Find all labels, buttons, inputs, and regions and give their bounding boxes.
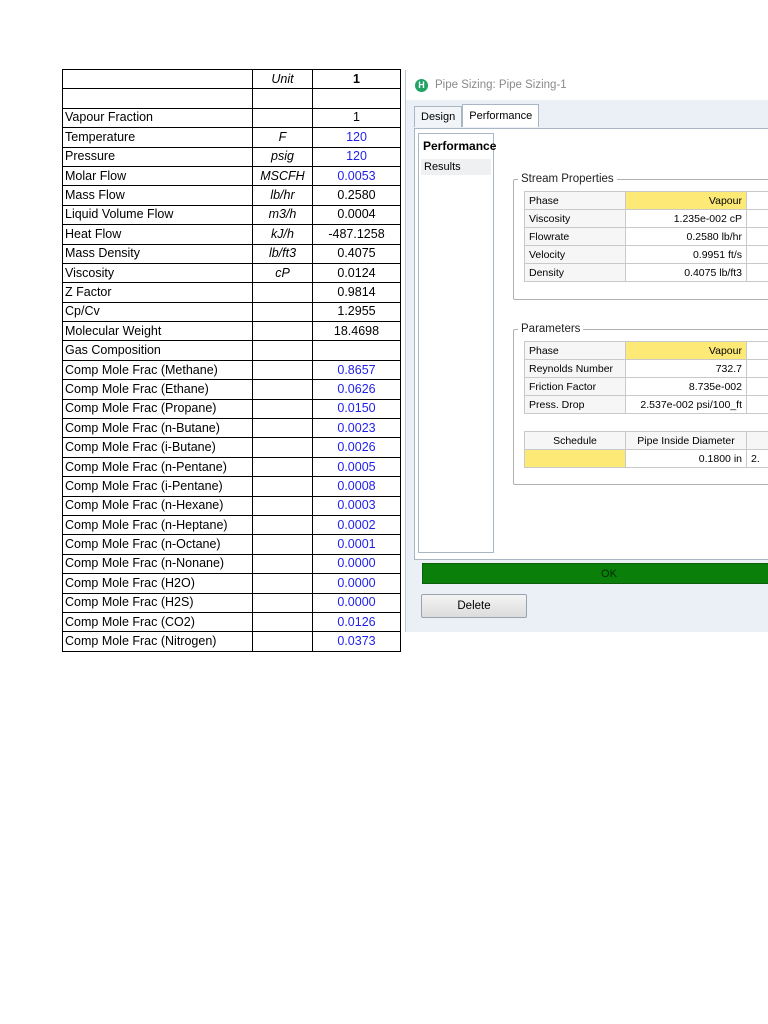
- grid-extra-cell: [747, 192, 768, 210]
- table-row: [63, 128, 401, 147]
- row-value-cell: 0.0023: [313, 419, 401, 438]
- row-value-cell: 0.0004: [313, 205, 401, 224]
- row-name-cell: Comp Mole Frac (Ethane): [63, 380, 253, 399]
- row-unit-cell: [253, 574, 313, 593]
- parameters-legend: Parameters: [521, 323, 581, 335]
- row-value-cell: 0.0124: [313, 263, 401, 282]
- row-value-cell: 1: [313, 108, 401, 127]
- row-unit-cell: [253, 419, 313, 438]
- row-value-cell: 120: [313, 147, 401, 166]
- grid-label: Press. Drop: [525, 396, 626, 414]
- stream-properties-legend: Stream Properties: [521, 173, 614, 185]
- row-unit-cell: [253, 399, 313, 418]
- parameters-body: [525, 342, 768, 414]
- row-value-cell: 0.0008: [313, 477, 401, 496]
- row-name-cell: Comp Mole Frac (H2S): [63, 593, 253, 612]
- row-name-cell: Pressure: [63, 147, 253, 166]
- sheet-body: [63, 70, 401, 652]
- table-row: [63, 147, 401, 166]
- grid-value: 0.9951 ft/s: [626, 246, 747, 264]
- header-unit-cell: Unit: [253, 70, 313, 89]
- table-row: [63, 380, 401, 399]
- row-unit-cell: [253, 380, 313, 399]
- row-value-cell: 0.0373: [313, 632, 401, 651]
- table-row: [63, 554, 401, 573]
- row-name-cell: Comp Mole Frac (H2O): [63, 574, 253, 593]
- table-row: [63, 438, 401, 457]
- table-row: [63, 632, 401, 651]
- row-unit-cell: [253, 477, 313, 496]
- row-value-cell: 0.0026: [313, 438, 401, 457]
- schedule-header: Schedule: [525, 432, 626, 450]
- row-unit-cell: [253, 108, 313, 127]
- row-value-cell: 0.0003: [313, 496, 401, 515]
- extra-header: [747, 432, 768, 450]
- schedule-input[interactable]: [525, 450, 626, 468]
- grid-value: 8.735e-002: [626, 378, 747, 396]
- row-value-cell: 0.0000: [313, 554, 401, 573]
- window-title: Pipe Sizing: Pipe Sizing-1: [435, 79, 567, 91]
- grid-value: 732.7: [626, 360, 747, 378]
- row-name-cell: Comp Mole Frac (i-Pentane): [63, 477, 253, 496]
- row-unit-cell: kJ/h: [253, 225, 313, 244]
- table-row: [63, 535, 401, 554]
- tab-bar: [414, 106, 539, 128]
- grid-extra-cell: [747, 378, 768, 396]
- row-value-cell: 0.0150: [313, 399, 401, 418]
- stream-data-table: [62, 69, 401, 652]
- grid-label: Velocity: [525, 246, 626, 264]
- row-unit-cell: [253, 593, 313, 612]
- row-unit-cell: [253, 515, 313, 534]
- table-row: [63, 283, 401, 302]
- tab-content: [414, 128, 768, 560]
- table-row: [63, 574, 401, 593]
- row-unit-cell: F: [253, 128, 313, 147]
- row-value-cell: [313, 341, 401, 360]
- row-unit-cell: [253, 632, 313, 651]
- row-unit-cell: [253, 360, 313, 379]
- row-value-cell: 0.0001: [313, 535, 401, 554]
- tab-performance[interactable]: Performance: [462, 104, 539, 127]
- stream-properties-group: [513, 173, 768, 300]
- blank-name-cell: [63, 89, 253, 108]
- row-name-cell: Comp Mole Frac (Methane): [63, 360, 253, 379]
- schedule-value-row: [525, 450, 768, 468]
- table-row: [63, 225, 401, 244]
- schedule-table: [524, 431, 768, 468]
- hysys-app-icon: H: [415, 79, 428, 92]
- row-name-cell: Mass Density: [63, 244, 253, 263]
- grid-extra-cell: [747, 264, 768, 282]
- row-unit-cell: [253, 283, 313, 302]
- row-value-cell: 0.4075: [313, 244, 401, 263]
- table-row: [63, 244, 401, 263]
- grid-row: [525, 210, 768, 228]
- table-row: [63, 186, 401, 205]
- row-unit-cell: MSCFH: [253, 166, 313, 185]
- schedule-header-row: [525, 432, 768, 450]
- row-name-cell: Molecular Weight: [63, 322, 253, 341]
- row-value-cell: 0.0000: [313, 574, 401, 593]
- row-name-cell: Viscosity: [63, 263, 253, 282]
- row-value-cell: 0.8657: [313, 360, 401, 379]
- diameter-header: Pipe Inside Diameter: [626, 432, 747, 450]
- row-name-cell: Comp Mole Frac (Nitrogen): [63, 632, 253, 651]
- row-value-cell: -487.1258: [313, 225, 401, 244]
- table-row: [63, 205, 401, 224]
- parameters-group: [513, 323, 768, 485]
- blank-unit-cell: [253, 89, 313, 108]
- table-row: [63, 515, 401, 534]
- row-name-cell: Vapour Fraction: [63, 108, 253, 127]
- stream-properties-table: [524, 191, 768, 282]
- row-unit-cell: [253, 457, 313, 476]
- extra-value: 2.: [747, 450, 768, 468]
- status-bar: OK: [422, 563, 768, 584]
- row-name-cell: Gas Composition: [63, 341, 253, 360]
- row-value-cell: 0.0005: [313, 457, 401, 476]
- grid-value: 1.235e-002 cP: [626, 210, 747, 228]
- row-unit-cell: lb/ft3: [253, 244, 313, 263]
- stream-properties-body: [525, 192, 768, 282]
- row-name-cell: Mass Flow: [63, 186, 253, 205]
- row-value-cell: 0.0626: [313, 380, 401, 399]
- grid-row: [525, 342, 768, 360]
- table-row: [63, 108, 401, 127]
- row-value-cell: 18.4698: [313, 322, 401, 341]
- header-value-cell: 1: [313, 70, 401, 89]
- grid-extra-cell: [747, 396, 768, 414]
- grid-row: [525, 192, 768, 210]
- row-name-cell: Comp Mole Frac (n-Octane): [63, 535, 253, 554]
- row-name-cell: Z Factor: [63, 283, 253, 302]
- grid-row: [525, 246, 768, 264]
- grid-label: Flowrate: [525, 228, 626, 246]
- row-name-cell: Liquid Volume Flow: [63, 205, 253, 224]
- row-value-cell: 1.2955: [313, 302, 401, 321]
- row-name-cell: Comp Mole Frac (n-Nonane): [63, 554, 253, 573]
- grid-extra-cell: [747, 210, 768, 228]
- table-row: [63, 399, 401, 418]
- table-row: [63, 166, 401, 185]
- row-name-cell: Comp Mole Frac (n-Heptane): [63, 515, 253, 534]
- row-unit-cell: [253, 496, 313, 515]
- row-unit-cell: psig: [253, 147, 313, 166]
- tab-design[interactable]: Design: [414, 106, 462, 127]
- grid-label: Density: [525, 264, 626, 282]
- table-row: [63, 593, 401, 612]
- grid-row: [525, 360, 768, 378]
- row-name-cell: Cp/Cv: [63, 302, 253, 321]
- grid-extra-cell: [747, 342, 768, 360]
- grid-label: Phase: [525, 342, 626, 360]
- row-name-cell: Comp Mole Frac (Propane): [63, 399, 253, 418]
- row-name-cell: Temperature: [63, 128, 253, 147]
- grid-extra-cell: [747, 360, 768, 378]
- grid-value: 0.2580 lb/hr: [626, 228, 747, 246]
- blank-row: [63, 89, 401, 108]
- delete-button[interactable]: Delete: [421, 594, 527, 618]
- row-unit-cell: cP: [253, 263, 313, 282]
- parameters-table: [524, 341, 768, 414]
- grid-value: 0.4075 lb/ft3: [626, 264, 747, 282]
- table-row: [63, 360, 401, 379]
- row-unit-cell: [253, 535, 313, 554]
- row-value-cell: 120: [313, 128, 401, 147]
- row-unit-cell: m3/h: [253, 205, 313, 224]
- title-bar: [406, 70, 768, 100]
- row-name-cell: Comp Mole Frac (i-Butane): [63, 438, 253, 457]
- row-unit-cell: lb/hr: [253, 186, 313, 205]
- grid-row: [525, 396, 768, 414]
- table-row: [63, 457, 401, 476]
- row-value-cell: 0.0002: [313, 515, 401, 534]
- row-name-cell: Heat Flow: [63, 225, 253, 244]
- table-row: [63, 302, 401, 321]
- grid-label: Viscosity: [525, 210, 626, 228]
- table-row: [63, 477, 401, 496]
- row-unit-cell: [253, 322, 313, 341]
- row-value-cell: 0.0126: [313, 612, 401, 631]
- grid-row: [525, 228, 768, 246]
- performance-nav: [418, 133, 497, 553]
- grid-row: [525, 378, 768, 396]
- table-row: [63, 496, 401, 515]
- table-row: [63, 419, 401, 438]
- grid-label: Reynolds Number: [525, 360, 626, 378]
- table-row: [63, 322, 401, 341]
- row-unit-cell: [253, 438, 313, 457]
- table-row: [63, 341, 401, 360]
- row-value-cell: 0.0000: [313, 593, 401, 612]
- diameter-value: 0.1800 in: [626, 450, 747, 468]
- row-value-cell: 0.0053: [313, 166, 401, 185]
- row-value-cell: 0.2580: [313, 186, 401, 205]
- grid-extra-cell: [747, 246, 768, 264]
- header-name-cell: [63, 70, 253, 89]
- row-value-cell: 0.9814: [313, 283, 401, 302]
- row-name-cell: Comp Mole Frac (n-Hexane): [63, 496, 253, 515]
- grid-label: Friction Factor: [525, 378, 626, 396]
- row-name-cell: Comp Mole Frac (CO2): [63, 612, 253, 631]
- row-unit-cell: [253, 554, 313, 573]
- grid-row: [525, 264, 768, 282]
- table-row: [63, 612, 401, 631]
- table-row: [63, 263, 401, 282]
- row-unit-cell: [253, 302, 313, 321]
- table-header-row: [63, 70, 401, 89]
- nav-item-results[interactable]: Results: [421, 159, 491, 175]
- row-unit-cell: [253, 612, 313, 631]
- row-name-cell: Molar Flow: [63, 166, 253, 185]
- blank-value-cell: [313, 89, 401, 108]
- grid-value: 2.537e-002 psi/100_ft: [626, 396, 747, 414]
- grid-label: Phase: [525, 192, 626, 210]
- grid-value[interactable]: Vapour: [626, 342, 747, 360]
- row-unit-cell: [253, 341, 313, 360]
- nav-title: Performance: [423, 139, 497, 153]
- grid-extra-cell: [747, 228, 768, 246]
- row-name-cell: Comp Mole Frac (n-Butane): [63, 419, 253, 438]
- grid-value[interactable]: Vapour: [626, 192, 747, 210]
- pipe-sizing-dialog: [405, 70, 768, 632]
- row-name-cell: Comp Mole Frac (n-Pentane): [63, 457, 253, 476]
